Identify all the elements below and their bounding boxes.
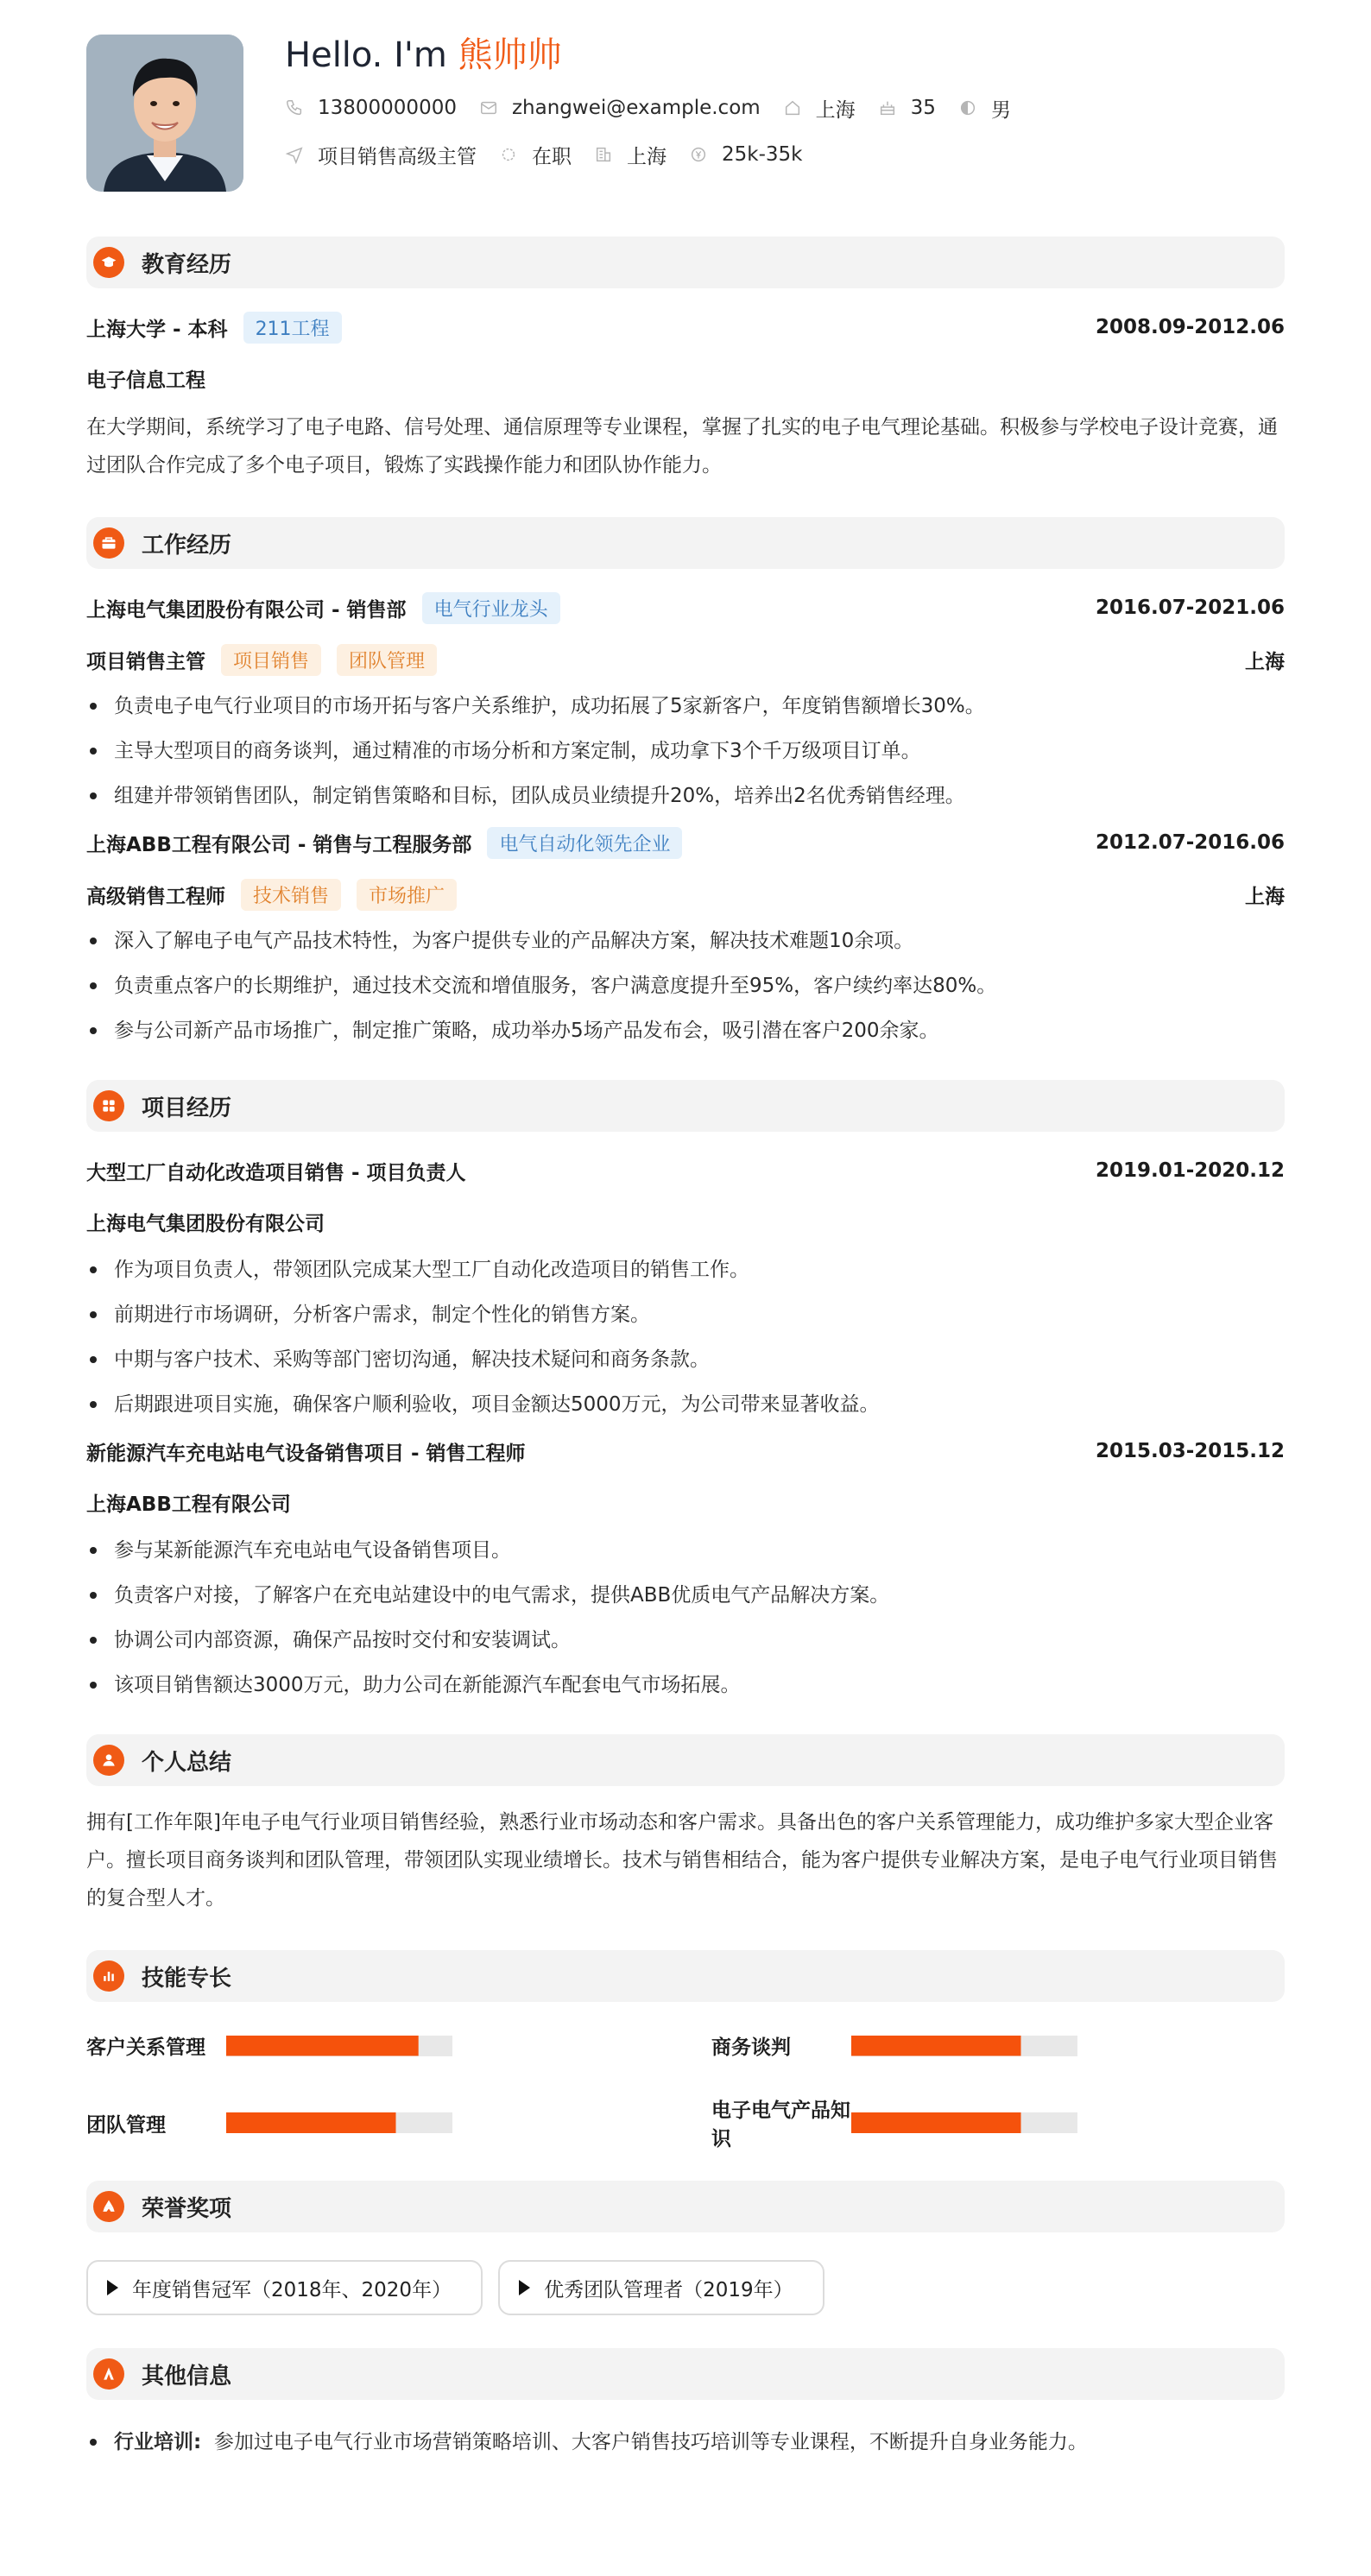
awards-list — [86, 2260, 1285, 2315]
home-icon — [783, 98, 802, 117]
project-section-title: 项目经历 — [142, 1095, 232, 1121]
list-item: 协调公司内部资源，确保产品按时交付和安装调试。 — [86, 1627, 1285, 1653]
job-city: 上海 — [1245, 650, 1285, 673]
skill-name: 商务谈判 — [711, 2036, 791, 2059]
summary-text: 拥有[工作年限]年电子电气行业项目销售经验，熟悉行业市场动态和客户需求。具备出色的客户关系管理能力，成功维护多家大型企业客户。擅长项目商务谈判和团队管理，带领团队实现业绩增长。技术与销售相结合，能为客户提供专业解决方案，是电子电气行业项目销售的复合型人才。 — [86, 1811, 1278, 1910]
phone-icon — [285, 98, 304, 117]
list-item: 该项目销售额达3000万元，助力公司在新能源汽车配套电气市场拓展。 — [86, 1672, 1285, 1698]
list-item: 后期跟进项目实施，确保客户顺利验收，项目金额达5000万元，为公司带来显著收益。 — [86, 1392, 1285, 1417]
education-date: 2008.09-2012.06 — [1095, 316, 1285, 338]
skill-bar — [226, 2112, 452, 2133]
age-text: 35 — [910, 97, 936, 119]
graduation-cap-icon — [93, 247, 124, 278]
honors-section-header — [86, 2181, 1285, 2232]
project-entry — [86, 1436, 1285, 1698]
work-section-title: 工作经历 — [142, 532, 232, 559]
job-company — [86, 592, 560, 624]
other-section-header — [86, 2348, 1285, 2400]
job-position-name: 高级销售工程师 — [86, 885, 225, 908]
skill-tag: 项目销售 — [221, 644, 321, 676]
skill-name: 客户关系管理 — [86, 2036, 205, 2059]
skill-item — [711, 2031, 1285, 2060]
skill-bar — [851, 2036, 1077, 2056]
job-company-row — [86, 593, 1285, 622]
project-bullets — [86, 1257, 1285, 1417]
project-bullets — [86, 1537, 1285, 1698]
gender-icon — [958, 98, 977, 117]
project-company: 上海电气集团股份有限公司 — [86, 1213, 325, 1235]
job-city: 上海 — [1245, 885, 1285, 908]
skill-bar-fill — [851, 2036, 1021, 2056]
list-item: 负责重点客户的长期维护，通过技术交流和增值服务，客户满意度提升至95%，客户续约率达80%。 — [86, 973, 1285, 999]
school-tag: 211工程 — [243, 312, 342, 344]
skill-bar-fill — [226, 2036, 419, 2056]
other-label: 行业培训: — [114, 2431, 202, 2453]
status-text: 在职 — [532, 145, 572, 168]
list-item: 负责电子电气行业项目的市场开拓与客户关系维护，成功拓展了5家新客户，年度销售额增长30%。 — [86, 693, 1285, 719]
list-item: 参与某新能源汽车充电站电气设备销售项目。 — [86, 1537, 1285, 1563]
project-name-row — [86, 1436, 1285, 1466]
other-list — [86, 2429, 1285, 2455]
list-item: 主导大型项目的商务谈判，通过精准的市场分析和方案定制，成功拿下3个千万级项目订单。 — [86, 738, 1285, 764]
project-name: 新能源汽车充电站电气设备销售项目 - 销售工程师 — [86, 1442, 526, 1465]
hometown-item — [783, 94, 856, 123]
job-position-row — [86, 645, 1285, 674]
email-item — [479, 97, 761, 119]
list-item: 参与公司新产品市场推广，制定推广策略，成功举办5场产品发布会，吸引潜在客户200余家。 — [86, 1018, 1285, 1044]
triangle-icon — [107, 2280, 118, 2295]
skill-item — [86, 2094, 660, 2151]
company-tag: 电气自动化领先企业 — [487, 827, 682, 859]
status-icon — [499, 145, 518, 164]
status-item — [499, 141, 572, 169]
money-icon — [689, 145, 708, 164]
education-section-title: 教育经历 — [142, 251, 232, 278]
greeting-title — [285, 35, 1033, 76]
phone-text: 13800000000 — [318, 97, 457, 119]
skill-tag: 团队管理 — [337, 644, 437, 676]
other-text: 参加过电子电气行业市场营销策略培训、大客户销售技巧培训等专业课程，不断提升自身业务能力。 — [213, 2431, 1088, 2453]
education-major: 电子信息工程 — [86, 369, 205, 392]
skill-bar-fill — [851, 2112, 1021, 2133]
mail-icon — [479, 98, 498, 117]
target-city-item — [594, 141, 667, 169]
salary-item — [689, 143, 802, 166]
hometown-text: 上海 — [815, 98, 856, 122]
project-section-header — [86, 1080, 1285, 1132]
award-icon — [93, 2191, 124, 2222]
project-entry — [86, 1156, 1285, 1417]
award-text: 优秀团队管理者（2019年） — [544, 2278, 793, 2301]
job-entry — [86, 593, 1285, 809]
triangle-icon — [519, 2280, 530, 2295]
skills-section-header — [86, 1950, 1285, 2002]
skill-item — [86, 2031, 660, 2060]
target-job-item — [285, 141, 477, 169]
list-item: 中期与客户技术、采购等部门密切沟通，解决技术疑问和商务条款。 — [86, 1347, 1285, 1373]
gender-text: 男 — [990, 98, 1011, 122]
header-info — [285, 35, 1033, 167]
skill-bar — [851, 2112, 1077, 2133]
job-entry — [86, 828, 1285, 1044]
summary-section-header — [86, 1734, 1285, 1786]
job-company — [86, 827, 682, 859]
project-date: 2015.03-2015.12 — [1095, 1440, 1285, 1462]
skill-bar-fill — [226, 2112, 396, 2133]
candidate-name: 熊帅帅 — [458, 35, 562, 75]
grid-icon — [93, 1090, 124, 1121]
job-company-row — [86, 828, 1285, 857]
building-icon — [594, 145, 613, 164]
skill-name: 团队管理 — [86, 2113, 166, 2137]
resume-header — [86, 35, 1285, 192]
cake-icon — [878, 98, 897, 117]
info-icon — [93, 2358, 124, 2390]
job-date: 2012.07-2016.06 — [1095, 831, 1285, 854]
job-intent-row — [285, 142, 1033, 167]
work-section-header — [86, 517, 1285, 569]
project-name-row — [86, 1156, 1285, 1185]
skills-grid — [86, 2031, 1285, 2151]
school-name: 上海大学 - 本科 — [86, 318, 228, 341]
send-icon — [285, 145, 304, 164]
skill-tag: 技术销售 — [241, 879, 341, 911]
education-school — [86, 312, 342, 344]
list-item — [86, 2429, 1285, 2455]
job-company-name: 上海电气集团股份有限公司 - 销售部 — [86, 598, 407, 622]
project-company: 上海ABB工程有限公司 — [86, 1493, 291, 1516]
job-date: 2016.07-2021.06 — [1095, 597, 1285, 619]
education-school-row — [86, 313, 1285, 342]
award-chip — [498, 2260, 824, 2315]
avatar — [86, 35, 243, 192]
user-icon — [93, 1745, 124, 1776]
target-job-text: 项目销售高级主管 — [318, 145, 477, 168]
list-item: 深入了解电子电气产品技术特性，为客户提供专业的产品解决方案，解决技术难题10余项。 — [86, 928, 1285, 954]
salary-text: 25k-35k — [722, 143, 803, 166]
company-tag: 电气行业龙头 — [422, 592, 560, 624]
education-section-header — [86, 237, 1285, 288]
honors-section-title: 荣誉奖项 — [142, 2195, 232, 2222]
gender-item — [958, 94, 1011, 123]
award-text: 年度销售冠军（2018年、2020年） — [132, 2278, 452, 2301]
job-position — [86, 879, 457, 911]
job-position — [86, 644, 437, 676]
job-bullets — [86, 693, 1285, 809]
other-section-title: 其他信息 — [142, 2363, 232, 2390]
summary-section-title: 个人总结 — [142, 1749, 232, 1776]
skill-tag: 市场推广 — [357, 879, 457, 911]
phone-item — [285, 97, 457, 119]
briefcase-icon — [93, 527, 124, 559]
project-name: 大型工厂自动化改造项目销售 - 项目负责人 — [86, 1161, 466, 1184]
award-chip — [86, 2260, 483, 2315]
job-position-row — [86, 880, 1285, 909]
list-item: 组建并带领销售团队，制定销售策略和目标，团队成员业绩提升20%，培养出2名优秀销售经理。 — [86, 783, 1285, 809]
job-position-name: 项目销售主管 — [86, 650, 205, 673]
job-company-name: 上海ABB工程有限公司 - 销售与工程服务部 — [86, 833, 472, 856]
skill-item — [711, 2094, 1285, 2151]
contact-row — [285, 95, 1033, 121]
education-description: 在大学期间，系统学习了电子电路、信号处理、通信原理等专业课程，掌握了扎实的电子电气理论基础。积极参与学校电子设计竞赛，通过团队合作完成了多个电子项目，锻炼了实践操作能力和团队协作能力。 — [86, 416, 1278, 477]
bar-chart-icon — [93, 1960, 124, 1992]
greeting-text: Hello. I'm — [285, 35, 458, 75]
skill-name: 电子电气产品知识 — [711, 2099, 850, 2150]
project-date: 2019.01-2020.12 — [1095, 1159, 1285, 1182]
skill-bar — [226, 2036, 452, 2056]
list-item: 负责客户对接，了解客户在充电站建设中的电气需求，提供ABB优质电气产品解决方案。 — [86, 1582, 1285, 1608]
list-item: 前期进行市场调研，分析客户需求，制定个性化的销售方案。 — [86, 1302, 1285, 1328]
target-city-text: 上海 — [627, 145, 667, 168]
email-text: zhangwei@example.com — [511, 97, 761, 119]
job-bullets — [86, 928, 1285, 1044]
skills-section-title: 技能专长 — [142, 1965, 232, 1992]
list-item: 作为项目负责人，带领团队完成某大型工厂自动化改造项目的销售工作。 — [86, 1257, 1285, 1283]
age-item — [878, 97, 936, 119]
